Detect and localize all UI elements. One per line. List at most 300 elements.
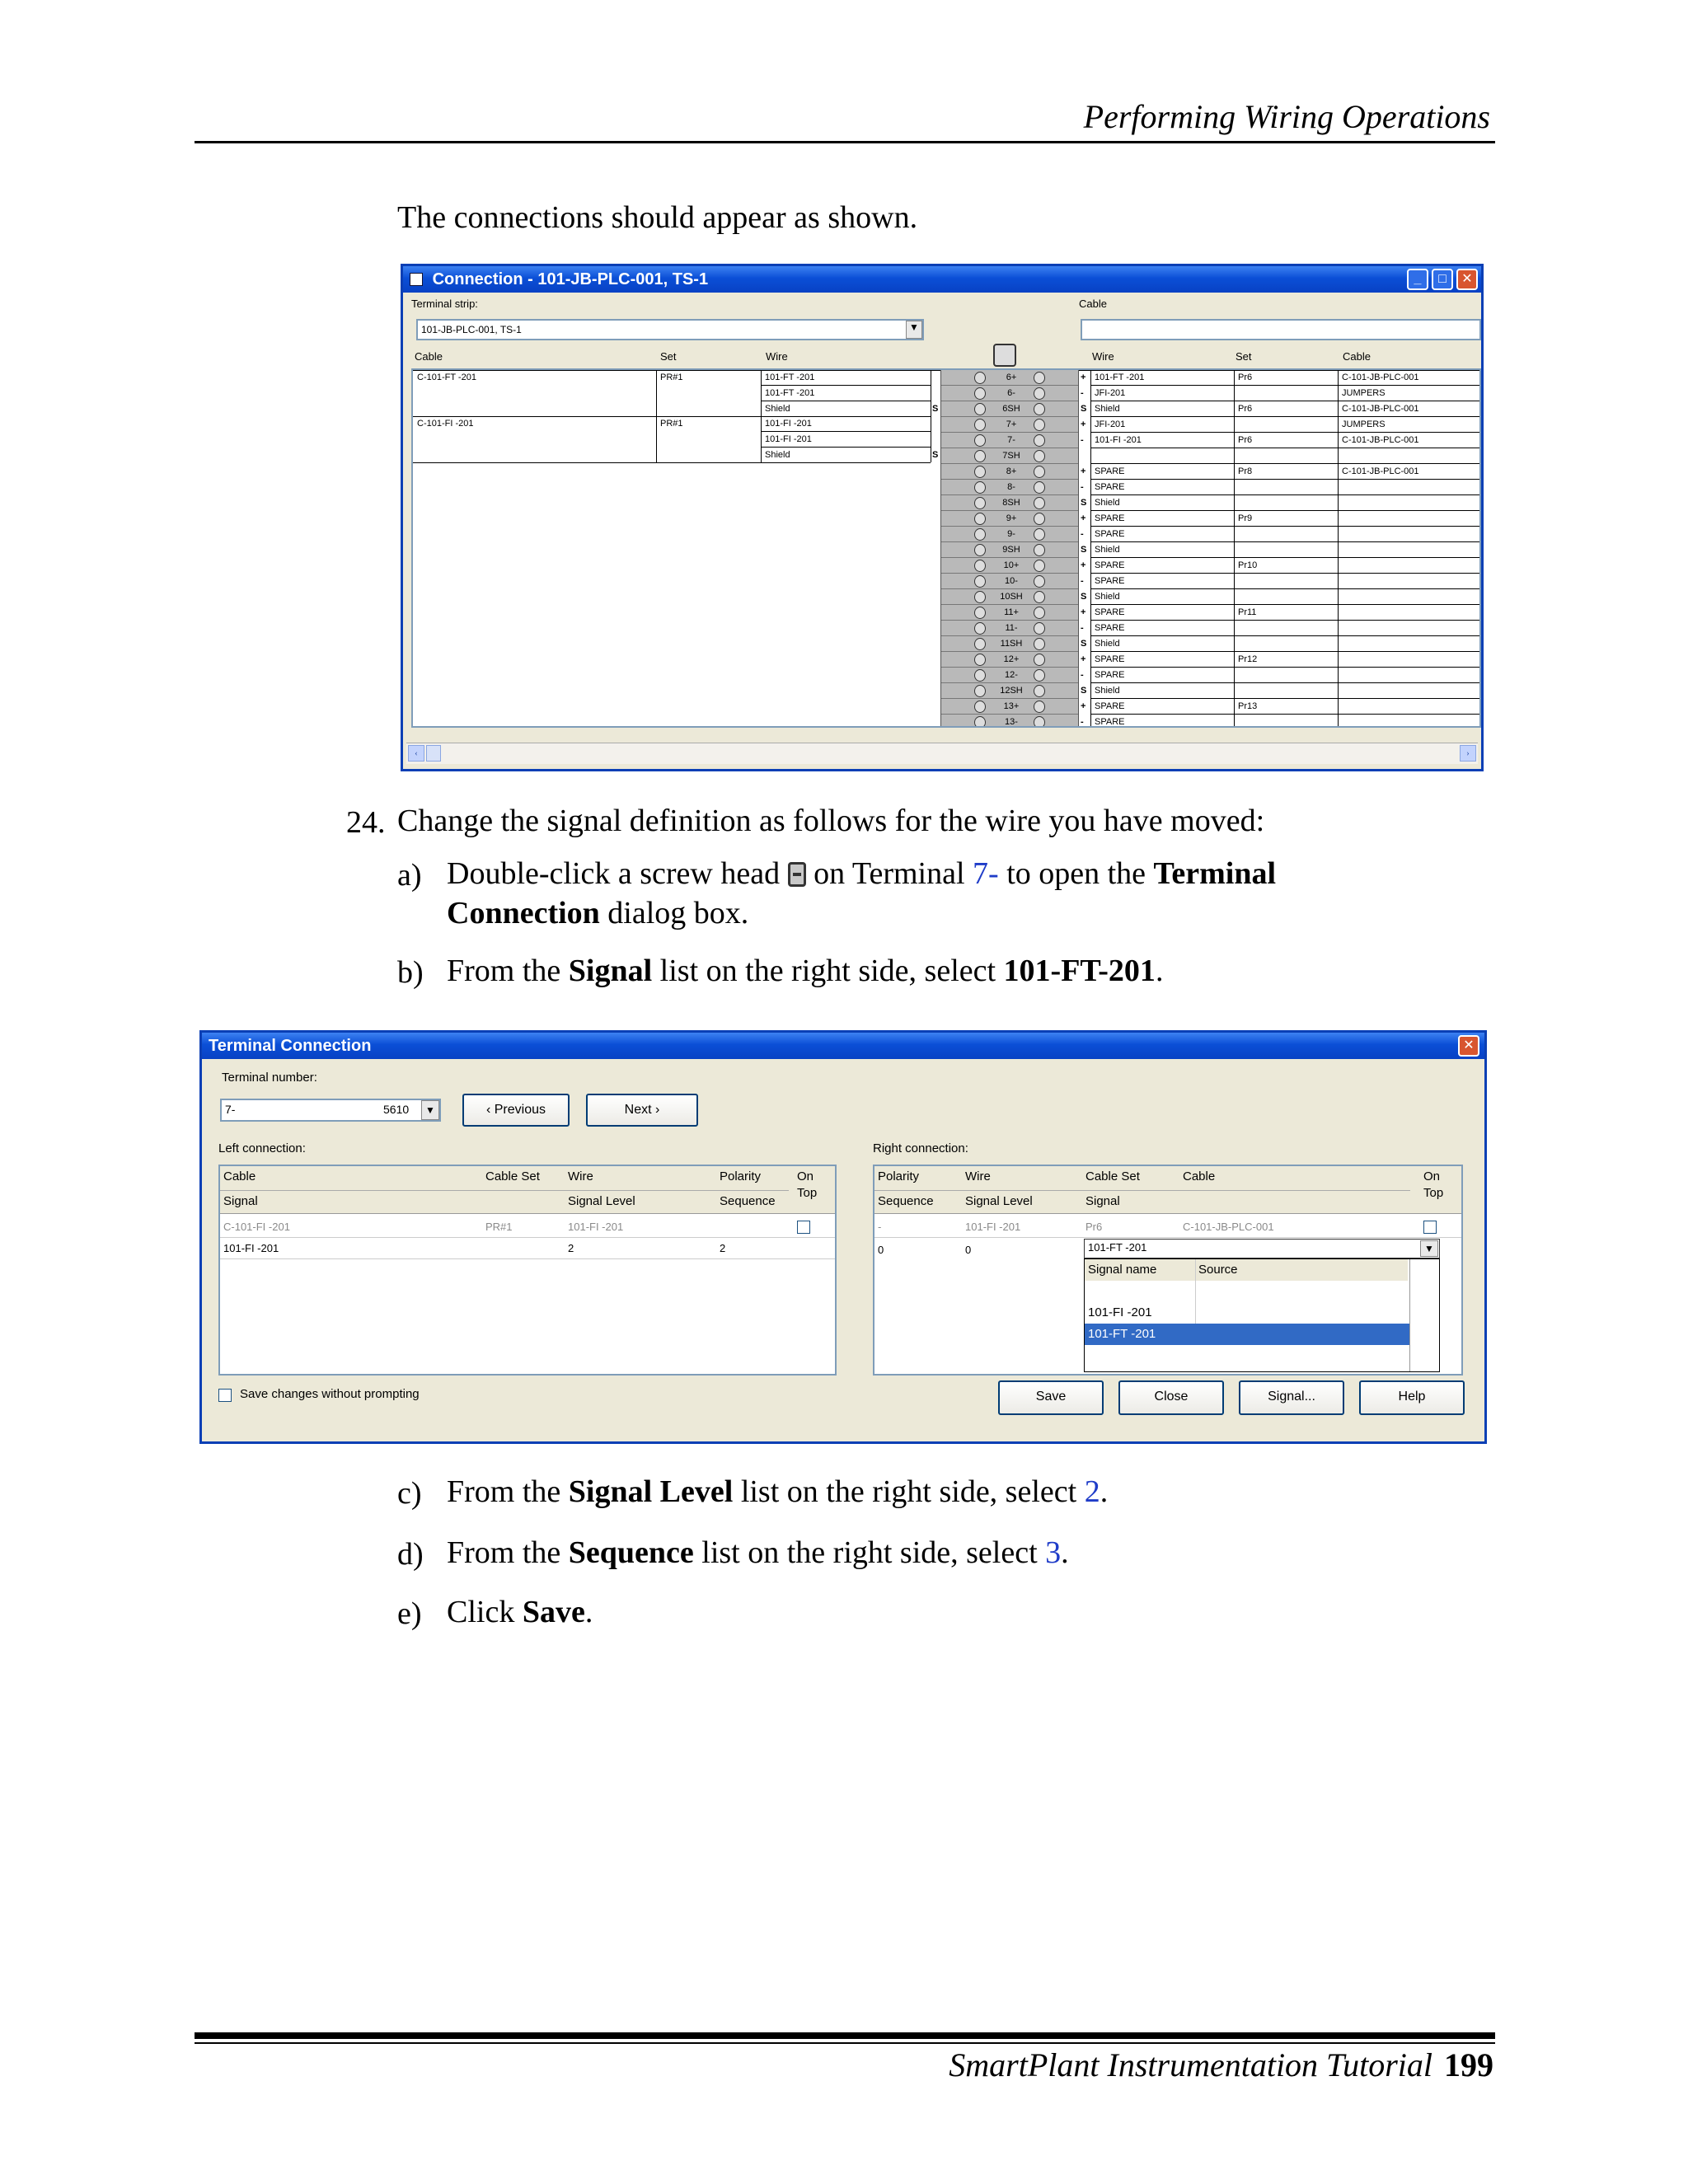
help-button[interactable]: Help — [1359, 1380, 1465, 1415]
row-divider — [1090, 604, 1481, 605]
screw-head-icon[interactable] — [1034, 591, 1045, 603]
chevron-down-icon[interactable]: ▼ — [1420, 1240, 1438, 1257]
terminal-row[interactable] — [941, 605, 1078, 621]
right-set-cell[interactable]: Pr6 — [1238, 373, 1253, 382]
connection-dialog — [401, 264, 1484, 771]
screw-head-icon[interactable] — [1034, 685, 1045, 697]
popup-option[interactable]: 101-FI -201 — [1088, 1305, 1152, 1319]
right-wire-cell[interactable]: SPARE — [1095, 607, 1125, 617]
close-button[interactable]: Close — [1118, 1380, 1224, 1415]
signal-select[interactable]: 101-FT -201 — [1084, 1239, 1440, 1258]
minimize-icon[interactable]: _ — [1407, 269, 1428, 290]
terminal-label: 10- — [1005, 576, 1018, 586]
right-on-top-checkbox[interactable] — [1423, 1221, 1437, 1234]
left-wire-2b[interactable]: 101-FI -201 — [765, 434, 812, 444]
terminal-label: 11+ — [1004, 607, 1019, 617]
right-polarity-mark: S — [1081, 686, 1087, 696]
terminal-row[interactable] — [941, 683, 1078, 699]
scroll-right-icon[interactable]: › — [1460, 745, 1476, 762]
terminal-label: 8+ — [1006, 466, 1017, 476]
terminal-label: 10+ — [1003, 560, 1020, 570]
right-polarity-mark: S — [1081, 639, 1087, 649]
terminal-connection-dialog — [199, 1030, 1487, 1444]
terminal-row[interactable] — [941, 370, 1078, 386]
terminal-label: 8- — [1007, 482, 1015, 492]
substep-a-pre: Double-click a screw head — [447, 856, 781, 891]
right-set-cell[interactable]: Pr11 — [1238, 607, 1257, 617]
substep-d-mid: list on the right side, select — [701, 1535, 1038, 1570]
left-set-1[interactable]: PR#1 — [660, 373, 683, 382]
substep-c-pre: From the — [447, 1474, 561, 1509]
screw-head-icon[interactable] — [974, 450, 986, 462]
substep-b-text — [447, 951, 1163, 991]
right-set-cell[interactable]: Pr10 — [1238, 560, 1258, 570]
terminal-label: 7SH — [1002, 451, 1020, 461]
footer-rule — [195, 2032, 1495, 2039]
row-divider — [1090, 479, 1481, 480]
maximize-icon[interactable]: □ — [1432, 269, 1453, 290]
screw-head-icon[interactable] — [974, 607, 986, 619]
left-on-top-checkbox[interactable] — [797, 1221, 810, 1234]
left-col-cable-set: Cable Set — [485, 1169, 540, 1183]
screw-head-icon[interactable] — [1034, 434, 1045, 447]
substep-e-label: e) — [397, 1596, 422, 1631]
row-divider — [1090, 682, 1481, 683]
terminal-strip[interactable] — [940, 370, 1079, 728]
cable-label: Cable — [1079, 298, 1107, 310]
left-col-signal-level: Signal Level — [568, 1194, 635, 1208]
right-polarity-mark: - — [1081, 576, 1084, 586]
terminal-row[interactable] — [941, 542, 1078, 558]
right-polarity-mark: - — [1081, 482, 1084, 492]
terminal-label: 12+ — [1003, 654, 1020, 664]
terminal-connection-title: Terminal Connection — [209, 1037, 372, 1055]
right-polarity-mark: - — [1081, 623, 1084, 633]
right-row-sequence[interactable]: 0 — [878, 1244, 884, 1256]
terminal-label: 9SH — [1002, 545, 1020, 555]
right-col-signal: Signal — [1085, 1194, 1120, 1208]
right-col-on: On — [1423, 1169, 1441, 1183]
terminal-number-label: Terminal number: — [222, 1071, 317, 1085]
terminal-row[interactable] — [941, 621, 1078, 636]
popup-scrollbar[interactable] — [1409, 1259, 1439, 1371]
right-row-signal-level[interactable]: 0 — [965, 1244, 972, 1256]
close-icon[interactable]: ✕ — [1456, 269, 1478, 290]
substep-c-mid: list on the right side, select — [740, 1474, 1077, 1509]
right-set-cell[interactable]: Pr8 — [1238, 466, 1253, 476]
terminal-label: 7- — [1007, 435, 1015, 445]
terminal-strip-select[interactable]: 101-JB-PLC-001, TS-1 — [416, 319, 924, 340]
right-polarity-mark: + — [1081, 560, 1086, 570]
left-connection-grid[interactable] — [218, 1165, 837, 1376]
terminal-label: 12SH — [1000, 686, 1023, 696]
screw-head-icon[interactable] — [1034, 622, 1045, 635]
right-wire-cell[interactable]: JFI-201 — [1095, 388, 1126, 398]
terminal-row[interactable] — [941, 417, 1078, 433]
row-divider — [1090, 573, 1481, 574]
substep-e-bold: Save — [522, 1595, 585, 1629]
substep-a-text — [447, 854, 1276, 893]
right-wire-cell[interactable]: Shield — [1095, 545, 1120, 555]
right-connection-grid[interactable] — [873, 1165, 1463, 1376]
right-wire-cell[interactable]: SPARE — [1095, 529, 1125, 539]
terminal-row[interactable] — [941, 386, 1078, 401]
right-col-cable: Cable — [1183, 1169, 1216, 1183]
row-divider — [1090, 416, 1481, 417]
right-row-polarity[interactable]: - — [878, 1221, 882, 1233]
right-col-wire: Wire — [965, 1169, 991, 1183]
wiring-grid[interactable] — [411, 368, 1481, 728]
row-divider — [1090, 541, 1481, 542]
screw-head-icon[interactable] — [974, 638, 986, 650]
left-row-cable[interactable]: C-101-FI -201 — [223, 1221, 290, 1233]
substep-d-pre: From the — [447, 1535, 561, 1570]
footer — [949, 2046, 1493, 2084]
terminal-label: 7+ — [1006, 419, 1017, 429]
right-connection-label: Right connection: — [873, 1141, 968, 1155]
screw-head-icon[interactable] — [974, 575, 986, 588]
screw-head-icon[interactable] — [974, 560, 986, 572]
right-wire-cell[interactable]: JFI-201 — [1095, 419, 1126, 429]
substep-c-label: c) — [397, 1476, 422, 1511]
scroll-thumb[interactable] — [426, 745, 441, 762]
terminal-row[interactable] — [941, 401, 1078, 417]
terminal-row[interactable] — [941, 448, 1078, 464]
right-cable-cell[interactable]: JUMPERS — [1342, 388, 1386, 398]
left-col-sequence: Sequence — [720, 1194, 776, 1208]
row-divider — [1090, 494, 1481, 495]
screw-head-icon[interactable] — [1034, 669, 1045, 682]
right-cable-cell[interactable]: C-101-JB-PLC-001 — [1342, 373, 1419, 382]
right-wire-cell[interactable]: Shield — [1095, 639, 1120, 649]
terminal-row[interactable] — [941, 699, 1078, 715]
terminal-number-select[interactable] — [220, 1099, 441, 1122]
terminal-row[interactable] — [941, 464, 1078, 480]
left-header-wire: Wire — [766, 350, 788, 363]
terminal-row[interactable] — [941, 715, 1078, 728]
substep-a-post: to open the — [1006, 856, 1146, 891]
right-set-cell[interactable]: Pr12 — [1238, 654, 1258, 664]
right-set-cell[interactable]: Pr6 — [1238, 435, 1253, 445]
substep-a-label: a) — [397, 858, 422, 893]
left-col-polarity: Polarity — [720, 1169, 762, 1183]
substep-b-mid: list on the right side, select — [659, 954, 996, 988]
footer-title: SmartPlant Instrumentation Tutorial — [949, 2046, 1432, 2083]
right-wire-cell[interactable]: Shield — [1095, 686, 1120, 696]
signal-dropdown-list[interactable] — [1084, 1258, 1440, 1372]
terminal-label: 10SH — [1000, 592, 1023, 602]
right-polarity-mark: S — [1081, 545, 1087, 555]
screw-head-icon[interactable] — [974, 701, 986, 713]
right-polarity-mark: - — [1081, 529, 1084, 539]
substep-b-bold: Signal — [568, 954, 653, 988]
substep-b-end: . — [1155, 954, 1164, 988]
screw-head-icon[interactable] — [974, 403, 986, 415]
right-polarity-mark: + — [1081, 701, 1086, 711]
row-divider — [1090, 385, 1481, 386]
terminal-row[interactable] — [941, 636, 1078, 652]
connection-title: Connection - 101-JB-PLC-001, TS-1 — [432, 270, 709, 288]
right-wire-cell[interactable]: Shield — [1095, 592, 1120, 602]
screw-head-icon[interactable] — [974, 513, 986, 525]
substep-a-bold: Terminal — [1153, 856, 1277, 891]
terminal-row[interactable] — [941, 527, 1078, 542]
terminal-label: 11- — [1005, 623, 1018, 633]
row-divider — [1090, 635, 1481, 636]
substep-d-label: d) — [397, 1537, 424, 1572]
footer-rule-thin — [195, 2042, 1495, 2044]
screw-head-icon[interactable] — [1034, 544, 1045, 556]
substep-c-text — [447, 1472, 1108, 1511]
left-wire-2c[interactable]: Shield — [765, 450, 790, 460]
right-wire-cell[interactable]: SPARE — [1095, 466, 1125, 476]
shield-mark: S — [932, 450, 939, 460]
terminal-row[interactable] — [941, 511, 1078, 527]
horizontal-scrollbar[interactable] — [406, 743, 1478, 764]
left-wire-2a[interactable]: 101-FI -201 — [765, 419, 812, 429]
screw-head-icon[interactable] — [1034, 466, 1045, 478]
row-divider — [1090, 714, 1481, 715]
right-col-polarity: Polarity — [878, 1169, 920, 1183]
screw-head-icon[interactable] — [1034, 607, 1045, 619]
chevron-down-icon[interactable]: ▼ — [421, 1100, 439, 1120]
right-header-wire: Wire — [1092, 350, 1114, 363]
screw-head-icon[interactable] — [974, 544, 986, 556]
right-cable-cell[interactable]: C-101-JB-PLC-001 — [1342, 435, 1419, 445]
right-col-cable-set: Cable Set — [1085, 1169, 1140, 1183]
left-header-set: Set — [660, 350, 677, 363]
screw-head-icon[interactable] — [1034, 450, 1045, 462]
terminal-id: 5610 — [383, 1103, 410, 1116]
left-row-sequence[interactable]: 2 — [720, 1242, 726, 1254]
left-wire-1c[interactable]: Shield — [765, 404, 790, 414]
terminal-label: 6- — [1007, 388, 1015, 398]
screw-head-icon[interactable] — [1034, 372, 1045, 384]
screw-head-icon[interactable] — [1034, 387, 1045, 400]
left-wire-1a[interactable]: 101-FT -201 — [765, 373, 815, 382]
scroll-left-icon[interactable]: ‹ — [408, 745, 424, 762]
terminal-row[interactable] — [941, 558, 1078, 574]
substep-e-text — [447, 1592, 593, 1632]
terminal-row[interactable] — [941, 574, 1078, 589]
save-without-prompt-checkbox[interactable] — [218, 1389, 232, 1402]
right-cable-cell[interactable]: C-101-JB-PLC-001 — [1342, 404, 1419, 414]
screw-head-icon[interactable] — [974, 591, 986, 603]
right-polarity-mark: + — [1081, 513, 1086, 523]
screw-head-icon[interactable] — [1034, 654, 1045, 666]
right-wire-cell[interactable]: 101-FI -201 — [1095, 435, 1142, 445]
terminal-row[interactable] — [941, 589, 1078, 605]
screw-head-icon[interactable] — [1034, 638, 1045, 650]
right-wire-cell[interactable]: 101-FT -201 — [1095, 373, 1145, 382]
right-wire-cell[interactable]: SPARE — [1095, 560, 1125, 570]
row-divider — [1090, 526, 1481, 527]
right-polarity-mark: S — [1081, 404, 1087, 414]
right-col-top: Top — [1423, 1186, 1444, 1200]
substep-b-pre: From the — [447, 954, 561, 988]
pencil-icon — [410, 273, 423, 286]
next-button[interactable]: Next › — [586, 1094, 698, 1127]
screw-head-icon[interactable] — [1034, 497, 1045, 509]
screw-head-icon[interactable] — [974, 685, 986, 697]
row-divider — [1090, 432, 1481, 433]
terminal-label: 12- — [1005, 670, 1018, 680]
right-header-set: Set — [1236, 350, 1252, 363]
right-col-signal-level: Signal Level — [965, 1194, 1033, 1208]
substep-c-value: 2 — [1084, 1474, 1100, 1509]
substep-e-pre: Click — [447, 1595, 515, 1629]
screw-head-icon[interactable] — [974, 387, 986, 400]
substep-d-text — [447, 1533, 1069, 1572]
right-polarity-mark: + — [1081, 373, 1086, 382]
screw-head-icon[interactable] — [974, 716, 986, 728]
right-header-cable: Cable — [1343, 350, 1371, 363]
left-row-signal-level[interactable]: 2 — [568, 1242, 574, 1254]
right-wire-cell[interactable]: SPARE — [1095, 513, 1125, 523]
terminal-label: 11SH — [1000, 639, 1023, 649]
close-icon[interactable]: ✕ — [1458, 1035, 1479, 1057]
right-wire-cell[interactable]: Shield — [1095, 498, 1120, 508]
screw-head-icon[interactable] — [974, 434, 986, 447]
refresh-icon[interactable] — [993, 344, 1016, 367]
terminal-strip-label: Terminal strip: — [411, 298, 478, 310]
right-col-sequence: Sequence — [878, 1194, 934, 1208]
screw-head-icon[interactable] — [974, 654, 986, 666]
right-polarity-mark: - — [1081, 435, 1084, 445]
terminal-row[interactable] — [941, 433, 1078, 448]
left-col-wire: Wire — [568, 1169, 593, 1183]
step-number: 24. — [346, 805, 386, 840]
signal-button[interactable]: Signal... — [1239, 1380, 1344, 1415]
right-polarity-mark: - — [1081, 388, 1084, 398]
previous-button[interactable]: ‹ Previous — [462, 1094, 570, 1127]
row-divider — [1090, 510, 1481, 511]
shield-mark: S — [932, 404, 939, 414]
left-header-cable: Cable — [415, 350, 443, 363]
right-polarity-mark: + — [1081, 654, 1086, 664]
right-wire-cell[interactable]: SPARE — [1095, 717, 1125, 727]
screw-head-icon[interactable] — [974, 466, 986, 478]
left-row-signal[interactable]: 101-FI -201 — [223, 1242, 279, 1254]
left-col-top: Top — [797, 1186, 818, 1200]
substep-a-text-line2 — [447, 893, 748, 933]
cable-input[interactable] — [1081, 319, 1481, 340]
screw-head-icon[interactable] — [1034, 481, 1045, 494]
intro-text: The connections should appear as shown. — [397, 200, 918, 235]
screw-head-icon[interactable] — [974, 372, 986, 384]
screw-head-icon[interactable] — [1034, 575, 1045, 588]
screw-head-icon[interactable] — [974, 669, 986, 682]
right-row-cable[interactable]: C-101-JB-PLC-001 — [1183, 1221, 1274, 1233]
page-header — [195, 97, 1495, 143]
substep-d-end: . — [1061, 1535, 1069, 1570]
terminal-row[interactable] — [941, 495, 1078, 511]
terminal-label: 13+ — [1003, 701, 1020, 711]
substep-a-end: dialog box. — [607, 896, 749, 930]
right-set-cell[interactable]: Pr6 — [1238, 404, 1253, 414]
screw-head-icon — [788, 862, 806, 887]
save-button[interactable]: Save — [998, 1380, 1104, 1415]
right-polarity-mark: S — [1081, 592, 1087, 602]
chevron-down-icon[interactable]: ▼ — [906, 321, 922, 339]
terminal-label: 6+ — [1006, 373, 1017, 382]
left-cable-1[interactable]: C-101-FT -201 — [417, 373, 476, 382]
terminal-number-value: 7- — [225, 1103, 236, 1116]
right-wire-cell[interactable]: SPARE — [1095, 654, 1125, 664]
popup-header-row — [1085, 1259, 1439, 1281]
row-divider — [1090, 557, 1481, 558]
left-row-wire[interactable]: 101-FI -201 — [568, 1221, 624, 1233]
row-divider — [1090, 651, 1481, 652]
left-wire-1b[interactable]: 101-FT -201 — [765, 388, 815, 398]
left-col-signal: Signal — [223, 1194, 258, 1208]
screw-head-icon[interactable] — [974, 528, 986, 541]
screw-head-icon[interactable] — [1034, 716, 1045, 728]
screw-head-icon[interactable] — [1034, 513, 1045, 525]
right-wire-cell[interactable]: SPARE — [1095, 482, 1125, 492]
screw-head-icon[interactable] — [974, 497, 986, 509]
substep-c-bold: Signal Level — [568, 1474, 734, 1509]
screw-head-icon[interactable] — [974, 419, 986, 431]
right-set-cell[interactable]: Pr13 — [1238, 701, 1258, 711]
popup-col-source: Source — [1198, 1263, 1238, 1277]
screw-head-icon[interactable] — [1034, 701, 1045, 713]
terminal-row[interactable] — [941, 652, 1078, 668]
left-cable-2[interactable]: C-101-FI -201 — [417, 419, 474, 429]
terminal-label: 9+ — [1006, 513, 1017, 523]
screw-head-icon[interactable] — [974, 622, 986, 635]
right-cable-cell[interactable]: JUMPERS — [1342, 419, 1386, 429]
terminal-connection-titlebar — [202, 1033, 1484, 1059]
screw-head-icon[interactable] — [1034, 528, 1045, 541]
right-wire-cell[interactable]: Shield — [1095, 404, 1120, 414]
connection-titlebar — [403, 266, 1481, 293]
substep-c-end: . — [1100, 1474, 1109, 1509]
page-header-title: Performing Wiring Operations — [1083, 98, 1490, 135]
left-connection-label: Left connection: — [218, 1141, 306, 1155]
left-col-cable: Cable — [223, 1169, 256, 1183]
right-cable-cell[interactable]: C-101-JB-PLC-001 — [1342, 466, 1419, 476]
right-row-cable-set[interactable]: Pr6 — [1085, 1221, 1103, 1233]
right-set-cell[interactable]: Pr9 — [1238, 513, 1253, 523]
screw-head-icon[interactable] — [1034, 560, 1045, 572]
right-wire-cell[interactable]: SPARE — [1095, 670, 1125, 680]
screw-head-icon[interactable] — [974, 481, 986, 494]
substep-a-terminal: 7- — [973, 856, 999, 891]
substep-d-value: 3 — [1045, 1535, 1062, 1570]
terminal-row[interactable] — [941, 480, 1078, 495]
row-divider — [1090, 667, 1481, 668]
row-divider — [1090, 588, 1481, 589]
substep-d-bold: Sequence — [568, 1535, 694, 1570]
left-row-cable-set[interactable]: PR#1 — [485, 1221, 513, 1233]
right-wire-cell[interactable]: SPARE — [1095, 701, 1125, 711]
right-wire-cell[interactable]: SPARE — [1095, 623, 1125, 633]
terminal-label: 6SH — [1002, 404, 1020, 414]
left-set-2[interactable]: PR#1 — [660, 419, 683, 429]
screw-head-icon[interactable] — [1034, 403, 1045, 415]
right-row-wire[interactable]: 101-FI -201 — [965, 1221, 1021, 1233]
right-wire-cell[interactable]: SPARE — [1095, 576, 1125, 586]
right-polarity-mark: + — [1081, 607, 1086, 617]
screw-head-icon[interactable] — [1034, 419, 1045, 431]
terminal-row[interactable] — [941, 668, 1078, 683]
right-polarity-mark: - — [1081, 670, 1084, 680]
popup-option-selected[interactable]: 101-FT -201 — [1085, 1324, 1439, 1345]
row-divider — [1090, 463, 1481, 464]
substep-b-label: b) — [397, 955, 424, 990]
row-divider — [1090, 620, 1481, 621]
